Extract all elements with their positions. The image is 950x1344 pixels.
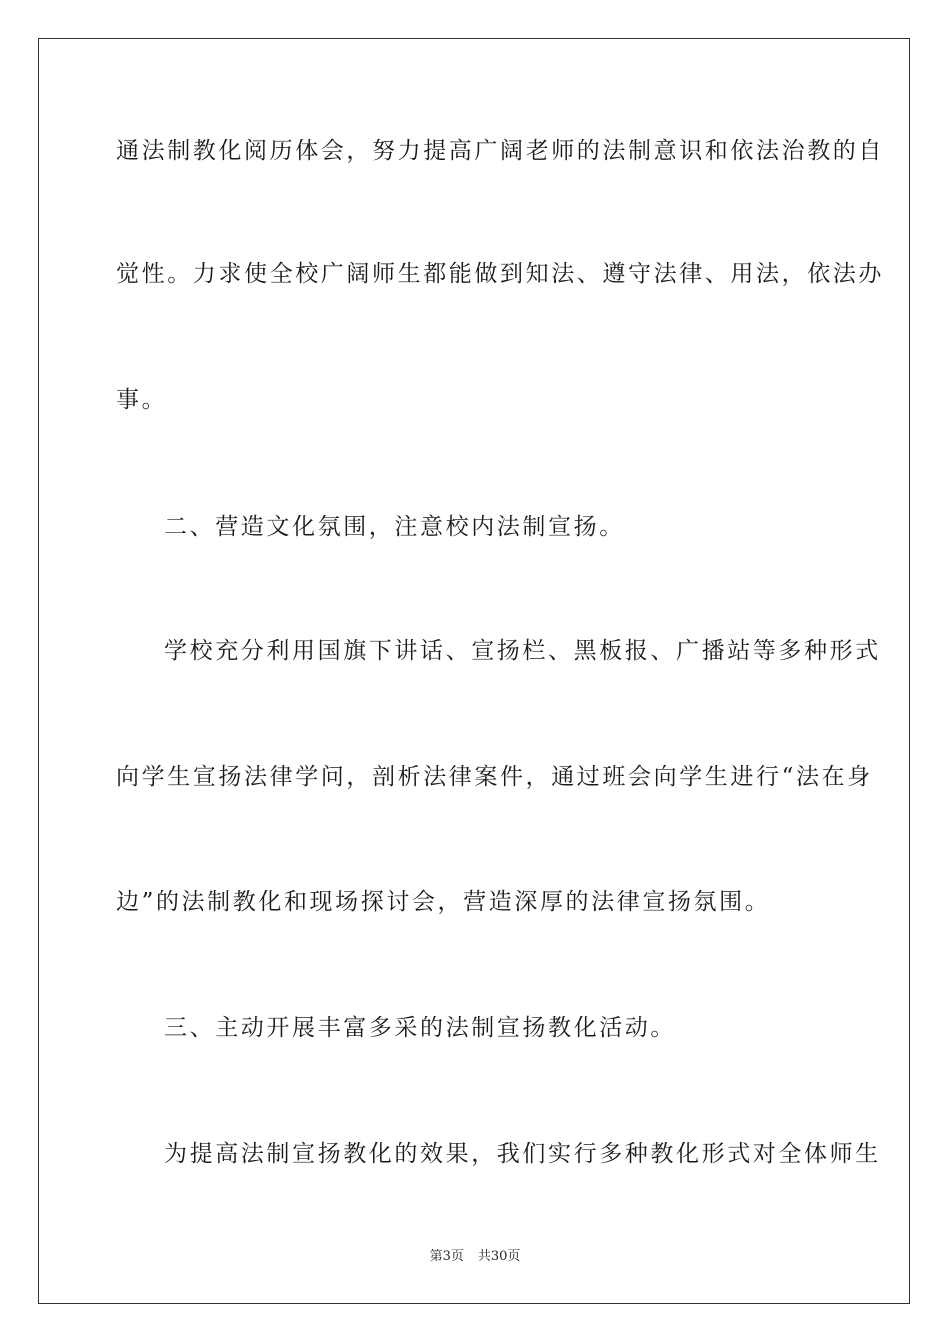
text-line: 向学生宣扬法律学问，剖析法律案件，通过班会向学生进行“法在身: [116, 764, 873, 790]
page-footer: [0, 1248, 950, 1266]
page-total: 共30页: [477, 1249, 521, 1264]
text-line: 觉性。力求使全校广阔师生都能做到知法、遵守法律、用法，依法办: [116, 261, 884, 287]
text-line: 为提高法制宣扬教化的效果，我们实行多种教化形式对全体师生: [164, 1141, 881, 1167]
page-border: [38, 38, 910, 1304]
text-line: 学校充分利用国旗下讲话、宣扬栏、黑板报、广播站等多种形式: [164, 638, 881, 664]
text-line: 事。: [116, 387, 168, 413]
text-line: 边”的法制教化和现场探讨会，营造深厚的法律宣扬氛围。: [116, 889, 771, 915]
section-heading: 三、主动开展丰富多采的法制宣扬教化活动。: [164, 1015, 676, 1041]
page-number: 第3页: [429, 1249, 464, 1264]
section-heading: 二、营造文化氛围，注意校内法制宣扬。: [164, 514, 625, 540]
text-line: 通法制教化阅历体会，努力提高广阔老师的法制意识和依法治教的自: [116, 138, 884, 164]
